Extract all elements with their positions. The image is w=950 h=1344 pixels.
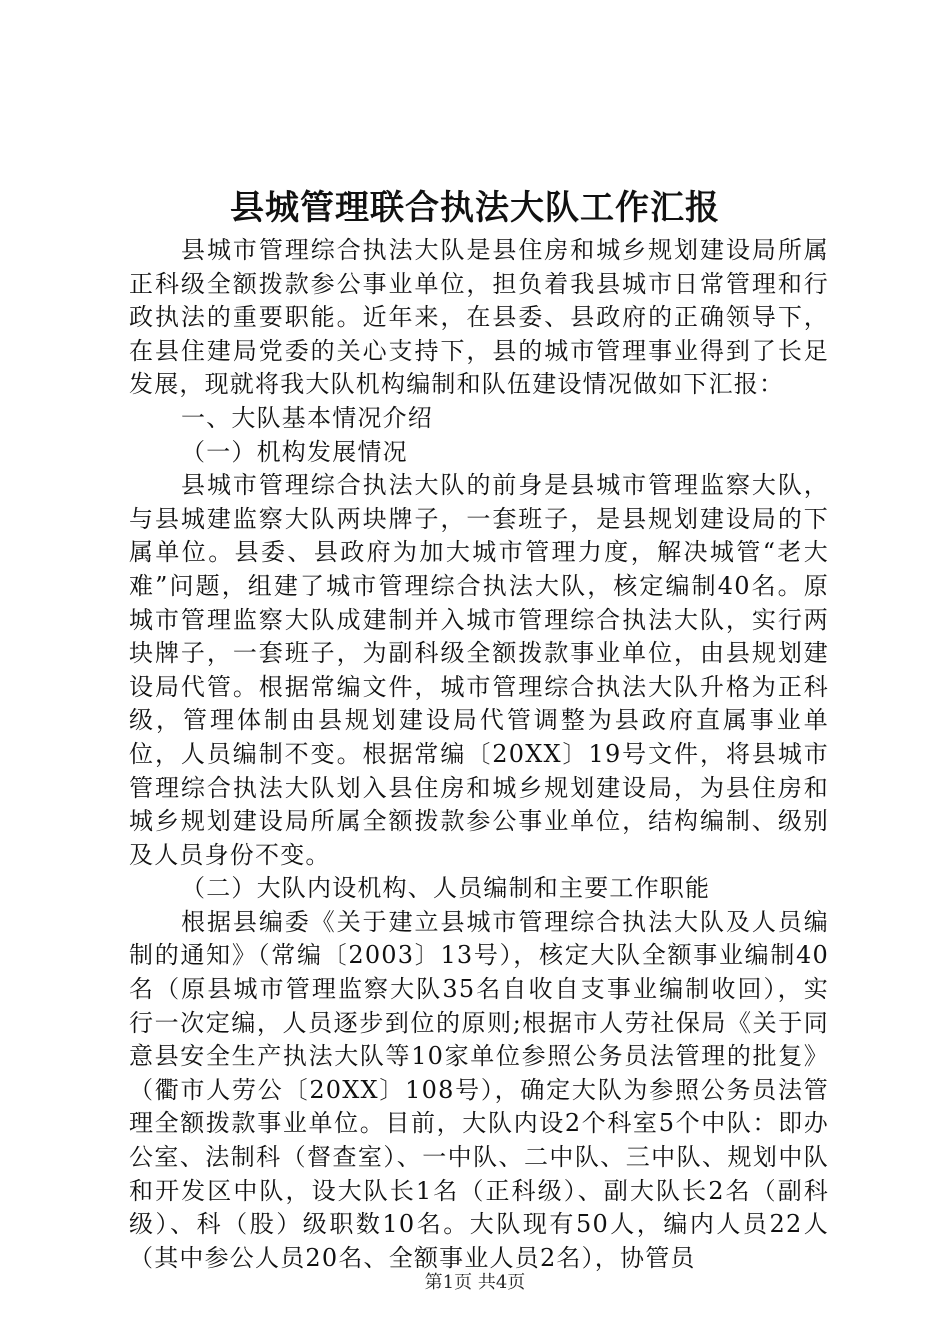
section-heading-1: 一、大队基本情况介绍 [181, 403, 433, 432]
history-paragraph: 县城市管理综合执法大队的前身是县城市管理监察大队，与县城建监察大队两块牌子，一套班子，是县规划建设局的下属单位。县委、县政府为加大城市管理力度，解决城管“老大难”问题，组建了城市管理综合执法大队，核定编制40名。原城市管理监察大队成建制并入城市管理综合执法大队，实行两块牌子，一套班子，为副科级全额拨款事业单位，由县规划建设局代管。根据常编文件，城市管理综合执法大队升格为正科级，管理体制由县规划建设局代管调整为县政府直属事业单位，人员编制不变。根据常编〔20XX〕19号文件，将县城市管理综合执法大队划入县住房和城乡规划建设局，为县住房和城乡规划建设局所属全额拨款参公事业单位，结构编制、级别及人员身份不变。 [129, 471, 829, 869]
structure-paragraph: 根据县编委《关于建立县城市管理综合执法大队及人员编制的通知》（常编〔2003〕13号），核定大队全额事业编制40名（原县城市管理监察大队35名自收自支事业编制收回），实行一次定编，人员逐步到位的原则;根据市人劳社保局《关于同意县安全生产执法大队等10家单位参照公务员法管理的批复》（衢市人劳公〔20XX〕108号），确定大队为参照公务员法管理全额拨款事业单位。目前，大队内设2个科室5个中队：即办公室、法制科（督查室）、一中队、二中队、三中队、规划中队和开发区中队，设大队长1名（正科级）、副大队长2名（副科级）、科（股）级职数10名。大队现有50人，编内人员22人（其中参公人员20名、全额事业人员2名），协管员 [129, 907, 829, 1272]
document-body [129, 234, 829, 1275]
page-footer: 第1页 共4页 [424, 1272, 526, 1293]
subsection-heading-1: （一）机构发展情况 [181, 437, 408, 466]
subsection-heading-2: （二）大队内设机构、人员编制和主要工作职能 [181, 874, 711, 903]
document-title: 县城管理联合执法大队工作汇报 [230, 188, 720, 228]
intro-paragraph: 县城市管理综合执法大队是县住房和城乡规划建设局所属正科级全额拨款参公事业单位，担负着我县城市日常管理和行政执法的重要职能。近年来，在县委、县政府的正确领导下，在县住建局党委的关心支持下，县的城市管理事业得到了长足发展，现就将我大队机构编制和队伍建设情况做如下汇报： [129, 236, 829, 399]
